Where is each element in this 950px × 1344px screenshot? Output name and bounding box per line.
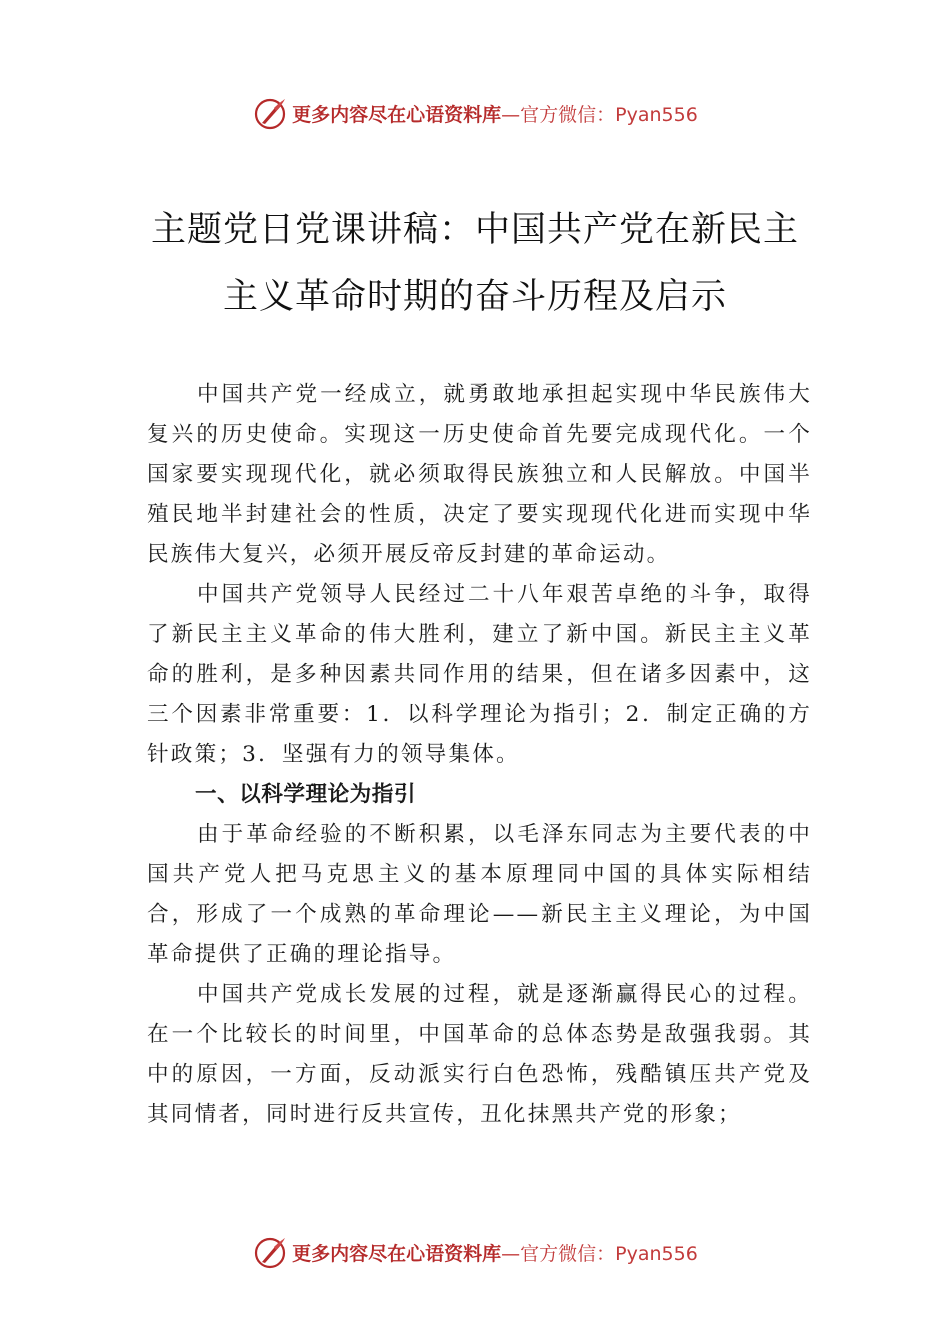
header-watermark	[0, 93, 950, 133]
paragraph: 由于革命经验的不断积累，以毛泽东同志为主要代表的中国共产党人把马克思主义的基本原理同中国的具体实际相结合，形成了一个成熟的革命理论——新民主主义理论，为中国革命提供了正确的理论指导。	[147, 822, 812, 967]
quill-pen-logo-icon	[252, 95, 288, 131]
watermark-wechat: —官方微信：Pyan556	[501, 103, 698, 126]
document-title-line-2: 主义革命时期的奋斗历程及启示	[222, 277, 727, 317]
paragraph: 中国共产党领导人民经过二十八年艰苦卓绝的斗争，取得了新民主主义革命的伟大胜利，建立了新中国。新民主主义革命的胜利，是多种因素共同作用的结果，但在诸多因素中，这三个因素非常重要：1．以科学理论为指引；2．制定正确的方针政策；3．坚强有力的领导集体。	[147, 582, 812, 767]
paragraph: 中国共产党成长发展的过程，就是逐渐赢得民心的过程。在一个比较长的时间里，中国革命的总体态势是敌强我弱。其中的原因，一方面，反动派实行白色恐怖，残酷镇压共产党及其同情者，同时进行反共宣传，丑化抹黑共产党的形象；	[147, 982, 812, 1127]
document-body	[147, 375, 812, 1135]
footer-watermark	[0, 1232, 950, 1272]
quill-pen-logo-icon	[252, 1234, 288, 1270]
watermark-wechat: —官方微信：Pyan556	[501, 1242, 698, 1265]
watermark-text: 更多内容尽在心语资料库	[292, 1242, 502, 1265]
watermark-text: 更多内容尽在心语资料库	[292, 103, 502, 126]
document-title-line-1: 主题党日党课讲稿：中国共产党在新民主	[150, 210, 799, 250]
section-heading: 一、以科学理论为指引	[195, 782, 416, 807]
paragraph: 中国共产党一经成立，就勇敢地承担起实现中华民族伟大复兴的历史使命。实现这一历史使命首先要完成现代化。一个国家要实现现代化，就必须取得民族独立和人民解放。中国半殖民地半封建社会的性质，决定了要实现现代化进而实现中华民族伟大复兴，必须开展反帝反封建的革命运动。	[147, 382, 812, 567]
